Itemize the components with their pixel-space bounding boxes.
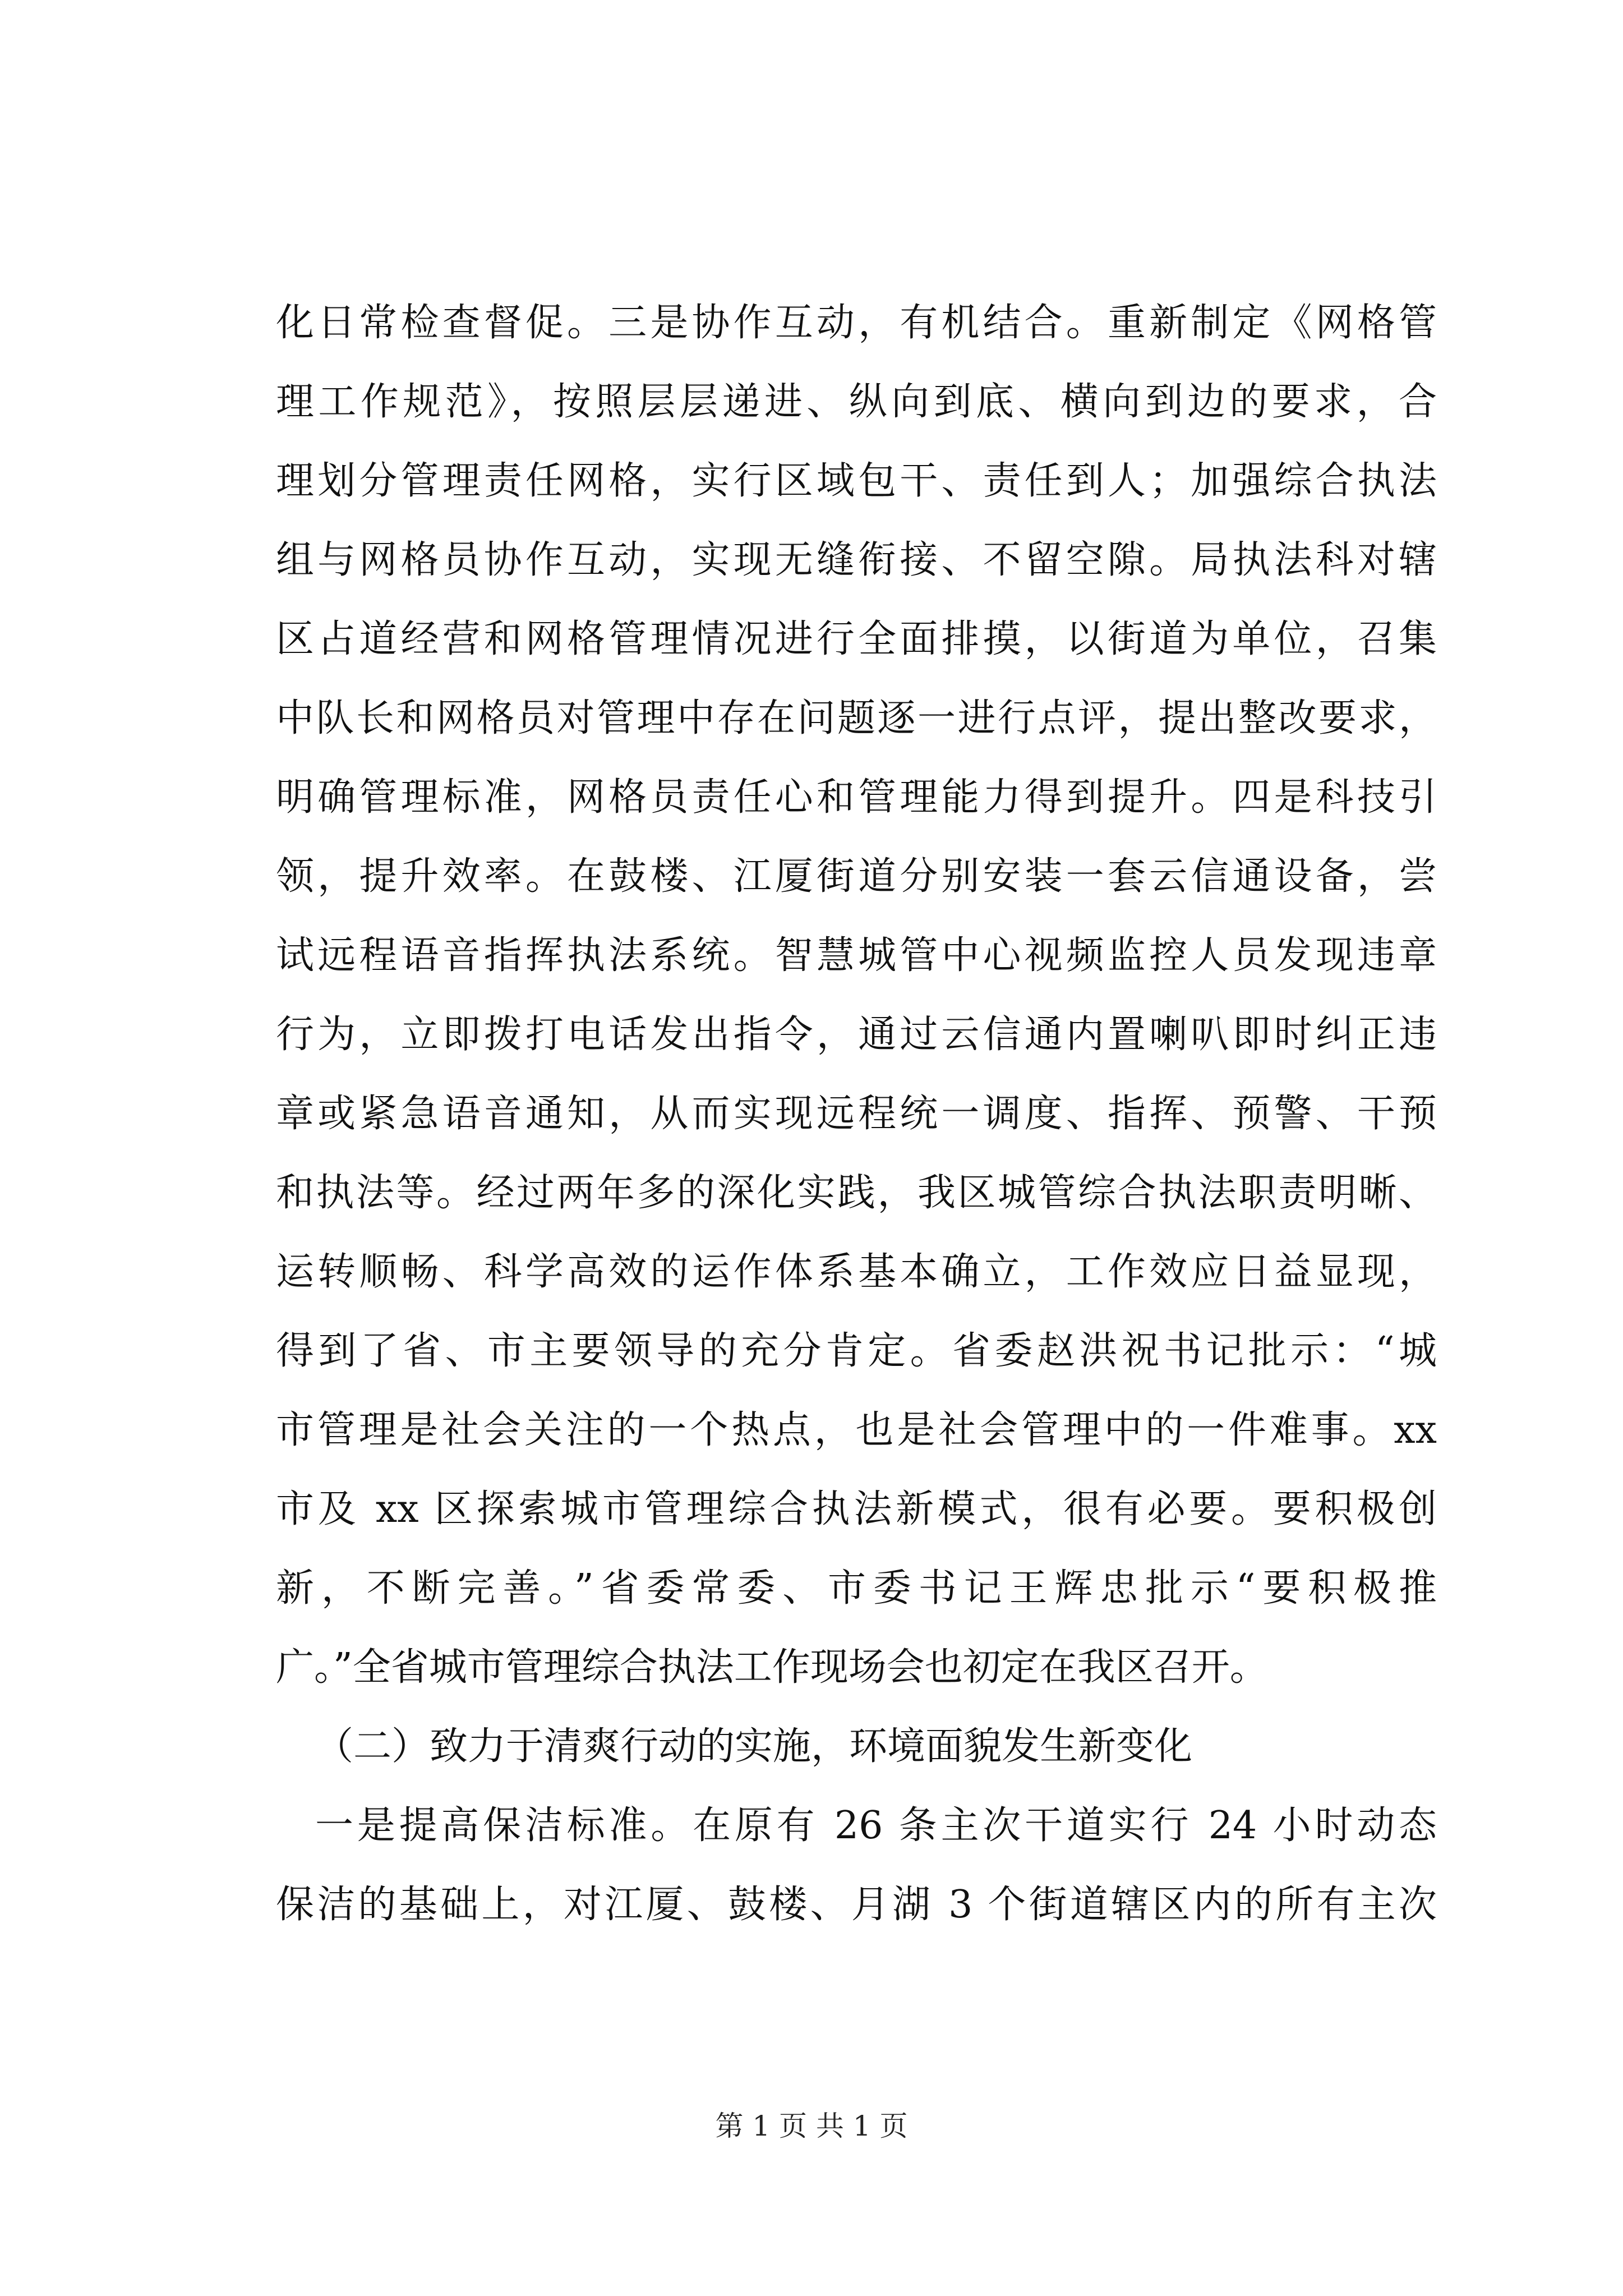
paragraph-line: 章或紧急语音通知，从而实现远程统一调度、指挥、预警、干预 bbox=[276, 1092, 1437, 1136]
paragraph-line: 组与网格员协作互动，实现无缝衔接、不留空隙。局执法科对辖 bbox=[276, 538, 1437, 582]
paragraph-line: 领，提升效率。在鼓楼、江厦街道分别安装一套云信通设备，尝 bbox=[276, 854, 1437, 899]
paragraph-line: 市管理是社会关注的一个热点，也是社会管理中的一件难事。xx bbox=[276, 1408, 1437, 1452]
paragraph-line: 理工作规范》，按照层层递进、纵向到底、横向到边的要求，合 bbox=[276, 380, 1437, 424]
paragraph-line: 试远程语音指挥执法系统。智慧城管中心视频监控人员发现违章 bbox=[276, 933, 1437, 978]
paragraph-line: 化日常检查督促。三是协作互动，有机结合。重新制定《网格管 bbox=[276, 301, 1437, 345]
paragraph-line: 保洁的基础上，对江厦、鼓楼、月湖 3 个街道辖区内的所有主次 bbox=[276, 1883, 1437, 1927]
paragraph-line: 一是提高保洁标准。在原有 26 条主次干道实行 24 小时动态 bbox=[315, 1803, 1437, 1848]
paragraph-line: 理划分管理责任网格，实行区域包干、责任到人；加强综合执法 bbox=[276, 459, 1437, 503]
paragraph-line: 得到了省、市主要领导的充分肯定。省委赵洪祝书记批示：“城 bbox=[276, 1329, 1437, 1373]
section-heading: （二）致力于清爽行动的实施，环境面貌发生新变化 bbox=[315, 1724, 1193, 1769]
paragraph-line: 广。”全省城市管理综合执法工作现场会也初定在我区召开。 bbox=[276, 1645, 1268, 1690]
paragraph-line: 行为，立即拨打电话发出指令，通过云信通内置喇叭即时纠正违 bbox=[276, 1013, 1437, 1057]
paragraph-line: 和执法等。经过两年多的深化实践，我区城管综合执法职责明晰、 bbox=[276, 1171, 1437, 1215]
paragraph-line: 运转顺畅、科学高效的运作体系基本确立，工作效应日益显现， bbox=[276, 1250, 1437, 1294]
paragraph-line: 区占道经营和网格管理情况进行全面排摸，以街道为单位，召集 bbox=[276, 617, 1437, 661]
paragraph-line: 新，不断完善。”省委常委、市委书记王辉忠批示“要积极推 bbox=[276, 1566, 1437, 1611]
page-footer: 第 1 页 共 1 页 bbox=[715, 2110, 908, 2142]
paragraph-line: 明确管理标准，网格员责任心和管理能力得到提升。四是科技引 bbox=[276, 775, 1437, 820]
paragraph-line: 市及 xx 区探索城市管理综合执法新模式，很有必要。要积极创 bbox=[276, 1487, 1437, 1531]
document-body bbox=[276, 283, 1437, 1944]
paragraph-line: 中队长和网格员对管理中存在问题逐一进行点评，提出整改要求， bbox=[276, 696, 1437, 740]
